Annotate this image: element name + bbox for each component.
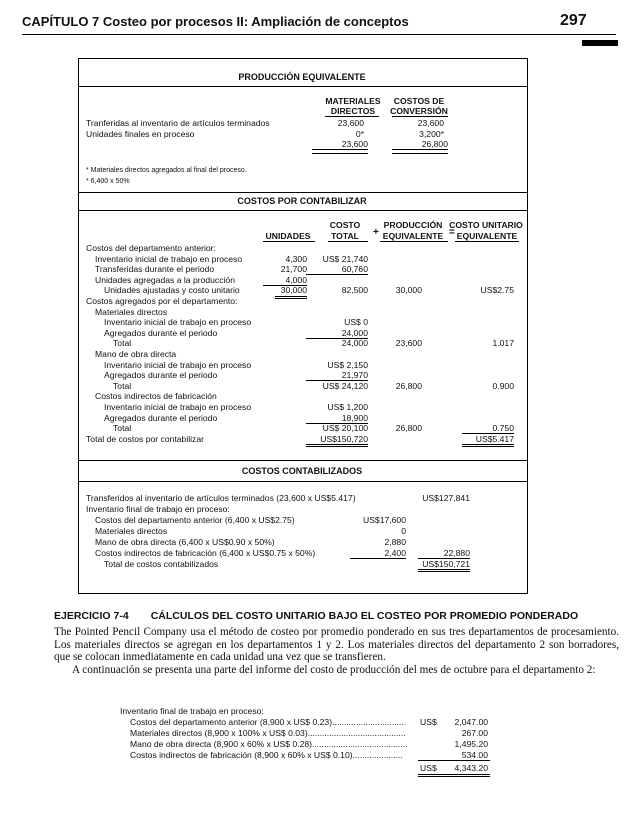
equiv-row-value-2: 23,600 [417,118,444,128]
exercise-text [54,626,619,676]
accounted-row-label: Transferidos al inventario de artículos terminados (23,600 x US$5.417) [86,493,356,503]
costs-row-units: 30,000 [280,285,307,296]
costs-h-unit2: EQUIVALENTE [456,231,518,241]
equiv-total-1: 23,600 [312,139,368,150]
rule [78,86,527,87]
equiv-title: PRODUCCIÓN EQUIVALENTE [238,72,366,82]
inventory-total-value: 4,343.20 [454,763,488,773]
costs-row-label: Total [113,380,132,391]
costs-row-unit-cost: 0.900 [492,380,514,391]
equiv-col1-h1: MATERIALES [325,96,381,106]
accounted-row-total: US$127,841 [422,493,470,503]
page-number: 297 [560,12,587,29]
costs-row-total: 24,000 [341,338,368,349]
inventory-row-label: Costos indirectos de fabricación (8,900 x 60% x US$ 0.10)..................... [130,750,403,760]
costs-row-label: Costos indirectos de fabricación [95,391,217,402]
costs-row-equiv: 30,000 [395,285,422,296]
costs-row-label: Agregados durante el periodo [104,412,218,423]
costs-row-label: Costos agregados por el departamento: [86,296,238,306]
exercise-paragraph-2: A continuación se presenta una parte del informe del costo de producción del mes de octubre para el departamento 2: [72,663,596,676]
exercise-title: CÁLCULOS DEL COSTO UNITARIO BAJO EL COSTEO POR PROMEDIO PONDERADO [150,610,579,622]
inventory-row-label: Materiales directos (8,900 x 100% x US$ 0.03)......................................... [130,728,406,738]
rule [78,210,527,211]
exercise-number: EJERCICIO 7-4 [54,610,129,622]
costs-h-prod2: EQUIVALENTE [382,231,444,241]
equiv-row-label: Tranferidas al inventario de artículos terminados [86,118,270,128]
accounted-row-label: Materiales directos [95,526,168,536]
equiv-col1-h2: DIRECTOS [330,106,376,116]
costs-row-label: Agregados durante el periodo [104,370,218,381]
accounted-row-amount: 2,880 [384,537,406,547]
costs-row-label: Inventario inicial de trabajo en proceso [104,402,252,412]
costs-row-label: Unidades ajustadas y costo unitario [104,285,240,296]
costs-row-total: US$ 24,120 [322,380,368,391]
inventory-row-value: 2,047.00 [454,717,488,727]
accounted-row-label: Mano de obra directa (6,400 x US$0.90 x 50%) [95,537,275,547]
inventory-row-value: 534.00 [461,750,488,760]
costs-plus: + [373,227,379,238]
costs-row-unit-cost: US$2.75 [480,285,514,296]
equiv-total-2: 26,800 [392,139,448,150]
rule [78,192,527,193]
costs-row-total: 82,500 [341,285,368,296]
accounted-row-label: Total de costos contabilizados [104,559,219,569]
costs-h-prod1: PRODUCCIÓN [383,220,443,230]
rule [78,460,527,461]
costs-row-units: 4,000 [263,275,307,286]
header-tab [582,40,618,46]
costs-title: COSTOS POR CONTABILIZAR [237,196,367,206]
accounted-row-amount: 0 [401,526,406,536]
accounted-row-amount: 2,400 [350,548,406,559]
costs-h-cost1: COSTO [329,220,361,230]
costs-row-label: Transferidas durante el periodo [95,264,215,275]
exercise-paragraph-1: The Pointed Pencil Company usa el método de costeo por promedio ponderado en sus tres departamentos de procesamiento. Los materiales directos se agregan en los departamentos 1 y 2. Los materiales directos del departamento 2 son borradores, que se colocan inmediatamente en cada unidad una vez que se transfieren. [54,626,619,664]
accounted-row-label: Inventario final de trabajo en proceso: [86,504,230,514]
costs-row-total: 24,000 [306,328,368,339]
costs-row-label: Inventario inicial de trabajo en proceso [104,359,252,370]
costs-row-label: Inventario inicial de trabajo en proceso [95,253,243,264]
costs-row-equiv: 23,600 [395,338,422,349]
costs-row-label: Costos del departamento anterior: [86,243,216,253]
costs-h-cost2: TOTAL [331,231,359,241]
costs-row-total: US$ 0 [344,317,368,328]
costs-row-units: 4,300 [285,253,307,264]
costs-row-total: US$ 1,200 [327,402,368,412]
chapter-header: CAPÍTULO 7 Costeo por procesos II: Ampliación de conceptos [22,14,409,29]
equiv-note-2: * 6,400 x 50% [86,178,130,185]
costs-row-unit-cost: 1.017 [492,338,514,349]
costs-row-label: Total [113,338,132,349]
costs-row-label: Mano de obra directa [95,349,177,359]
costs-row-label: Unidades agregadas a la producción [95,274,235,285]
equiv-row-label: Unidades finales en proceso [86,129,195,139]
costs-eq: = [449,227,455,238]
inventory-total-currency: US$ [420,763,437,773]
inventory-row-label: Mano de obra directa (8,900 x 60% x US$ 0.28)........................................ [130,739,408,749]
costs-row-equiv: 26,800 [395,380,422,391]
rule [78,481,527,482]
equiv-note-1: * Materiales directos agregados al final del proceso. [86,167,247,174]
costs-row-total: 18,900 [306,413,368,424]
equiv-row-value-1: 23,600 [337,118,364,128]
costs-row-total: 21,970 [306,370,368,381]
costs-row-label: Total [113,423,132,434]
accounted-row-amount: US$17,600 [362,515,406,525]
costs-row-total: US$ 21,740 [322,253,368,264]
costs-row-total: US$150,720 [306,434,368,447]
costs-row-units: 21,700 [280,264,307,275]
accounted-row-label: Costos del departamento anterior (6,400 x US$2.75) [95,515,295,525]
costs-row-label: Inventario inicial de trabajo en proceso [104,317,252,328]
exercise-heading [54,610,578,622]
inventory-row-value: 1,495.20 [454,739,488,749]
accounted-title: COSTOS CONTABILIZADOS [241,466,363,476]
costs-h-units: UNIDADES [265,231,311,241]
inventory-row-currency: US$ [420,717,437,727]
accounted-row-total: US$150,721 [418,559,470,572]
equiv-col2-h2: CONVERSIÓN [390,106,448,116]
costs-row-total: 60,760 [306,264,368,275]
accounted-row-total: 22,880 [418,548,470,559]
header-rule [22,34,616,35]
costs-row-total: US$ 20,100 [322,423,368,434]
equiv-row-value-2: 3,200* [419,129,444,139]
costs-h-unit1: COSTO UNITARIO [449,220,523,230]
accounted-row-label: Costos indirectos de fabricación (6,400 x US$0.75 x 50%) [95,548,316,558]
equiv-row-value-1: 0* [355,129,364,139]
equiv-col2-h1: COSTOS DE [393,96,445,106]
costs-row-label: Materiales directos [95,306,168,317]
costs-row-unit-cost: 0.750 [462,423,514,434]
inventory-row-value: 267.00 [461,728,488,738]
inventory-heading: Inventario final de trabajo en proceso: [120,706,264,716]
costs-row-label: Agregados durante el periodo [104,327,218,338]
inventory-row-label: Costos del departamento anterior (8,900 x US$ 0.23)............................... [130,717,407,727]
costs-row-unit-cost: US$5.417 [462,434,514,447]
costs-row-label: Total de costos por contabilizar [86,433,204,444]
costs-row-total: US$ 2,150 [327,359,368,370]
costs-row-equiv: 26,800 [395,423,422,434]
